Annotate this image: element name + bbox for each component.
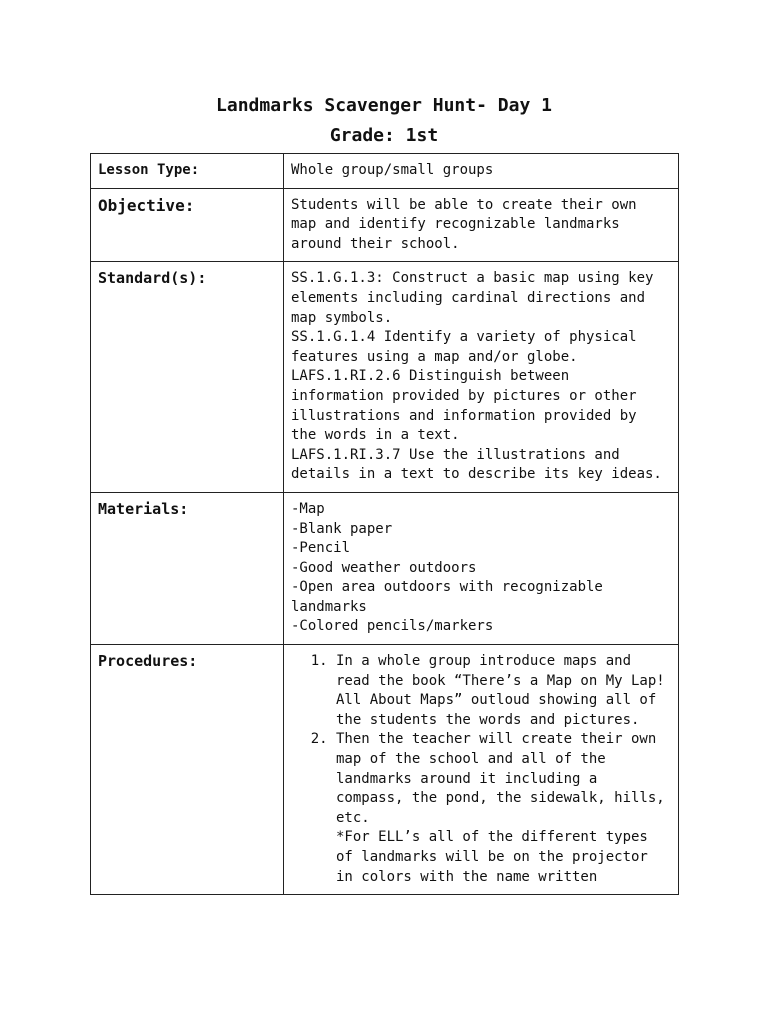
- procedures-label: Procedures:: [91, 645, 284, 895]
- material-item: -Map: [291, 500, 325, 517]
- standard-item: SS.1.G.1.4 Identify a variety of physical features using a map and/or globe.: [291, 329, 646, 365]
- procedure-step-text: Then the teacher will create their own map of the school and all of the landmarks around it including a compass, the pond, the sidewalk, hills, etc.: [336, 731, 665, 826]
- lesson-plan-table: [90, 153, 679, 895]
- lesson-type-row: [91, 154, 679, 189]
- standards-row: [91, 262, 679, 493]
- procedure-step: [336, 730, 670, 887]
- objective-value: Students will be able to create their own map and identify recognizable landmarks around their school.: [284, 188, 679, 262]
- objective-label: Objective:: [91, 188, 284, 262]
- standards-label: Standard(s):: [91, 262, 284, 493]
- material-item: -Good weather outdoors: [291, 559, 477, 576]
- grade-heading: Grade: 1st: [329, 125, 439, 146]
- material-item: -Colored pencils/markers: [291, 618, 494, 635]
- procedure-step: [336, 652, 670, 730]
- procedure-step-text: In a whole group introduce maps and read the book “There’s a Map on My Lap! All About Maps” outloud showing all of the students the words and pictures.: [336, 653, 665, 728]
- materials-value: [284, 492, 679, 644]
- ell-note: *For ELL’s all of the different types of landmarks will be on the projector in colors with the name written: [336, 829, 648, 885]
- standards-value: [284, 262, 679, 493]
- material-item: -Pencil: [291, 540, 351, 557]
- document-title: Landmarks Scavenger Hunt- Day 1: [216, 95, 552, 116]
- objective-row: [91, 188, 679, 262]
- materials-row: [91, 492, 679, 644]
- standard-item: LAFS.1.RI.2.6 Distinguish between information provided by pictures or other illustrations and information provided by the words in a text.: [291, 368, 646, 444]
- procedures-list: [291, 652, 670, 887]
- standard-item: LAFS.1.RI.3.7 Use the illustrations and details in a text to describe its key ideas.: [291, 446, 662, 483]
- material-item: -Blank paper: [291, 520, 393, 537]
- procedures-value: [284, 645, 679, 895]
- procedures-row: [91, 645, 679, 895]
- standard-item: SS.1.G.1.3: Construct a basic map using key elements including cardinal directions and map symbols.: [291, 270, 662, 326]
- material-item: -Open area outdoors with recognizable landmarks: [291, 579, 612, 615]
- lesson-type-label: Lesson Type:: [91, 154, 284, 189]
- lesson-type-value: Whole group/small groups: [284, 154, 679, 189]
- materials-label: Materials:: [91, 492, 284, 644]
